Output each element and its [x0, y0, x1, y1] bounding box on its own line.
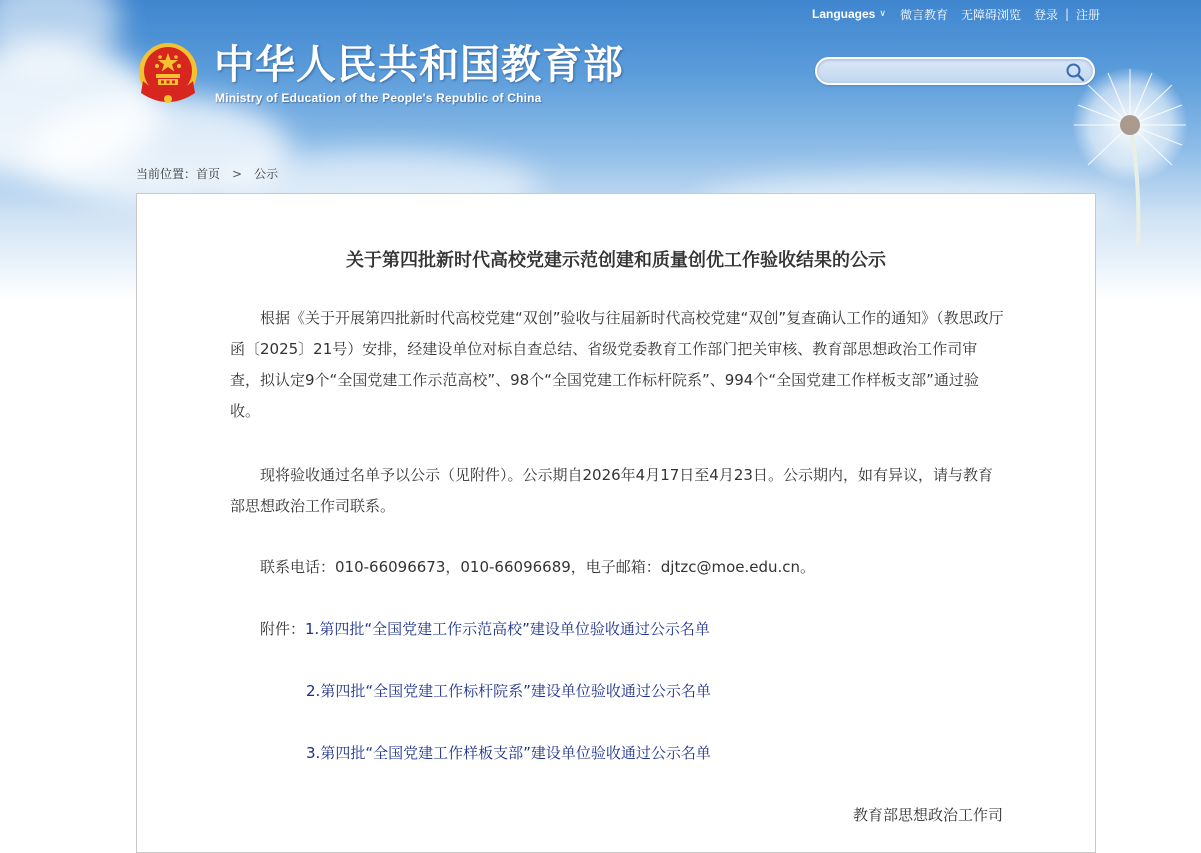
- login-link[interactable]: 登录: [1033, 7, 1058, 22]
- attachment-number: 3.: [306, 744, 321, 762]
- attachment-link-2[interactable]: 第四批“全国党建工作标杆院系”建设单位验收通过公示名单: [320, 682, 711, 700]
- breadcrumb-current[interactable]: 公示: [254, 167, 279, 181]
- link-separator: |: [1065, 7, 1070, 21]
- site-title-cn[interactable]: 中华人民共和国教育部: [214, 42, 624, 88]
- contact-paragraph: 联系电话：010-66096673，010-66096689，电子邮箱：djtzc@moe.edu.cn。: [260, 558, 816, 576]
- accessible-browse-link[interactable]: 无障碍浏览: [960, 7, 1021, 22]
- attachment-row: [260, 614, 710, 645]
- search-input[interactable]: [827, 61, 1061, 83]
- chevron-down-icon[interactable]: ∨: [879, 9, 886, 19]
- breadcrumb-home-link[interactable]: 首页: [196, 167, 221, 181]
- attachment-link-3[interactable]: 第四批“全国党建工作样板支部”建设单位验收通过公示名单: [320, 744, 711, 762]
- breadcrumb-separator: >: [232, 167, 243, 181]
- search-box: [815, 57, 1095, 85]
- attachment-row: [306, 738, 711, 769]
- article-signoff: 教育部思想政治工作司: [852, 806, 1003, 824]
- attachment-row: [306, 676, 711, 707]
- top-links-bar: [812, 6, 1100, 22]
- attachment-number: 2.: [306, 682, 321, 700]
- breadcrumb-prefix: 当前位置：: [136, 167, 197, 181]
- site-title-en: Ministry of Education of the People's Republic of China: [215, 91, 542, 105]
- article-paragraph: 根据《关于开展第四批新时代高校党建“双创”验收与往届新时代高校党建“双创”复查确认工作的通知》（教思政厅函〔2025〕21号）安排，经建设单位对标自查总结、省级党委教育工作部门把关审核、教育部思想政治工作司审查，拟认定9个“全国党建工作示范高校”、98个“全国党建工作标杆院系”、994个“全国党建工作样板支部”通过验收。: [230, 309, 1004, 420]
- attachments-label: 附件：: [260, 620, 306, 638]
- article-panel: [136, 193, 1096, 853]
- national-emblem-icon: [137, 41, 199, 107]
- search-icon[interactable]: [1065, 62, 1085, 82]
- article-paragraph: 现将验收通过名单予以公示（见附件）。公示期自2026年4月17日至4月23日。公示期内，如有异议，请与教育部思想政治工作司联系。: [230, 466, 993, 515]
- weiyan-link[interactable]: 微言教育: [899, 7, 948, 22]
- attachment-link-1[interactable]: 第四批“全国党建工作示范高校”建设单位验收通过公示名单: [319, 620, 710, 638]
- article-title: 关于第四批新时代高校党建示范创建和质量创优工作验收结果的公示: [346, 250, 886, 271]
- attachment-number: 1.: [305, 620, 320, 638]
- register-link[interactable]: 注册: [1076, 7, 1101, 22]
- languages-menu[interactable]: Languages: [812, 7, 876, 21]
- breadcrumb: [136, 165, 278, 182]
